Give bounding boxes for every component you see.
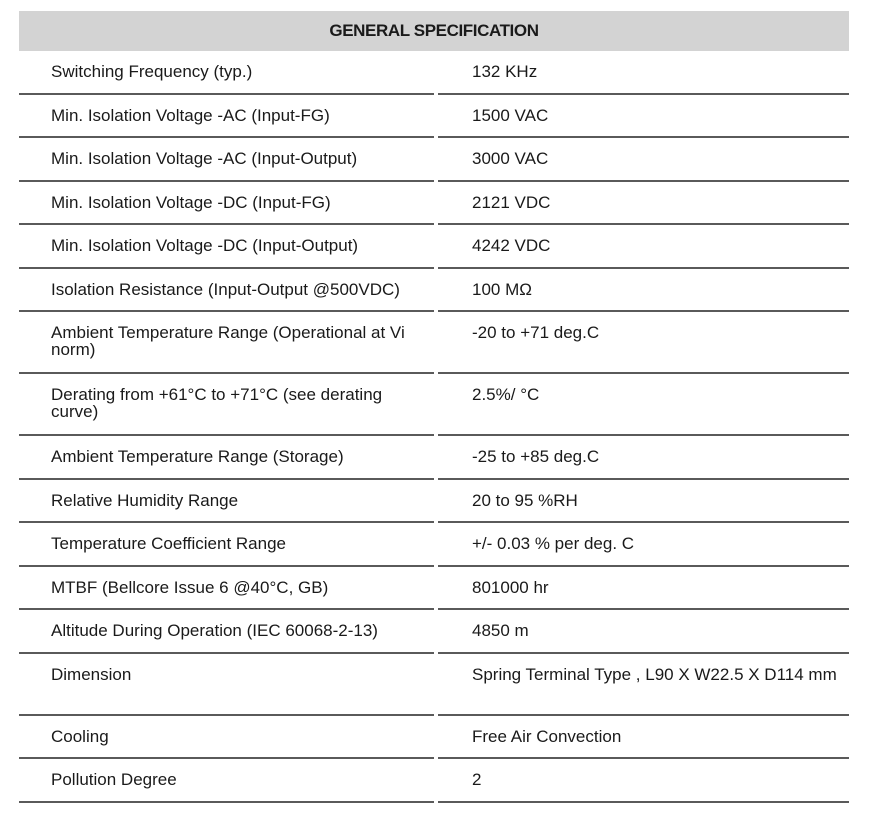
spec-value: 4242 VDC — [438, 225, 849, 269]
table-row — [19, 436, 849, 480]
spec-label: Ambient Temperature Range (Operational at Vi norm) — [19, 312, 434, 374]
spec-label: Relative Humidity Range — [19, 480, 434, 524]
table-row — [19, 654, 849, 716]
spec-value: 3000 VAC — [438, 138, 849, 182]
table-row — [19, 95, 849, 139]
spec-label: Min. Isolation Voltage -DC (Input-FG) — [19, 182, 434, 226]
table-row — [19, 567, 849, 611]
spec-value: 132 KHz — [438, 51, 849, 95]
general-specification-table — [19, 11, 849, 803]
spec-value: Spring Terminal Type , L90 X W22.5 X D114 mm — [438, 654, 849, 716]
spec-value: 2 — [438, 759, 849, 803]
spec-value: 1500 VAC — [438, 95, 849, 139]
table-row — [19, 182, 849, 226]
spec-value: 4850 m — [438, 610, 849, 654]
spec-value: Free Air Convection — [438, 716, 849, 760]
table-row — [19, 269, 849, 313]
table-row — [19, 51, 849, 95]
spec-label: Isolation Resistance (Input-Output @500VDC) — [19, 269, 434, 313]
table-row — [19, 523, 849, 567]
spec-label: Ambient Temperature Range (Storage) — [19, 436, 434, 480]
spec-value: -25 to +85 deg.C — [438, 436, 849, 480]
spec-label: Derating from +61°C to +71°C (see derating curve) — [19, 374, 434, 436]
spec-label: Altitude During Operation (IEC 60068-2-13) — [19, 610, 434, 654]
spec-label: Min. Isolation Voltage -AC (Input-Output) — [19, 138, 434, 182]
table-row — [19, 374, 849, 436]
spec-label: Min. Isolation Voltage -AC (Input-FG) — [19, 95, 434, 139]
spec-value: 100 MΩ — [438, 269, 849, 313]
table-row — [19, 610, 849, 654]
spec-label: Dimension — [19, 654, 434, 716]
table-row — [19, 716, 849, 760]
spec-label: Pollution Degree — [19, 759, 434, 803]
spec-label: Cooling — [19, 716, 434, 760]
spec-label: Switching Frequency (typ.) — [19, 51, 434, 95]
spec-label: Min. Isolation Voltage -DC (Input-Output) — [19, 225, 434, 269]
spec-value: 801000 hr — [438, 567, 849, 611]
table-row — [19, 759, 849, 803]
table-row — [19, 480, 849, 524]
spec-label: MTBF (Bellcore Issue 6 @40°C, GB) — [19, 567, 434, 611]
table-row — [19, 138, 849, 182]
spec-value: 2121 VDC — [438, 182, 849, 226]
table-title: GENERAL SPECIFICATION — [19, 11, 849, 51]
spec-label: Temperature Coefficient Range — [19, 523, 434, 567]
table-row — [19, 225, 849, 269]
table-row — [19, 312, 849, 374]
spec-value: -20 to +71 deg.C — [438, 312, 849, 374]
spec-value: +/- 0.03 % per deg. C — [438, 523, 849, 567]
spec-value: 2.5%/ °C — [438, 374, 849, 436]
spec-value: 20 to 95 %RH — [438, 480, 849, 524]
